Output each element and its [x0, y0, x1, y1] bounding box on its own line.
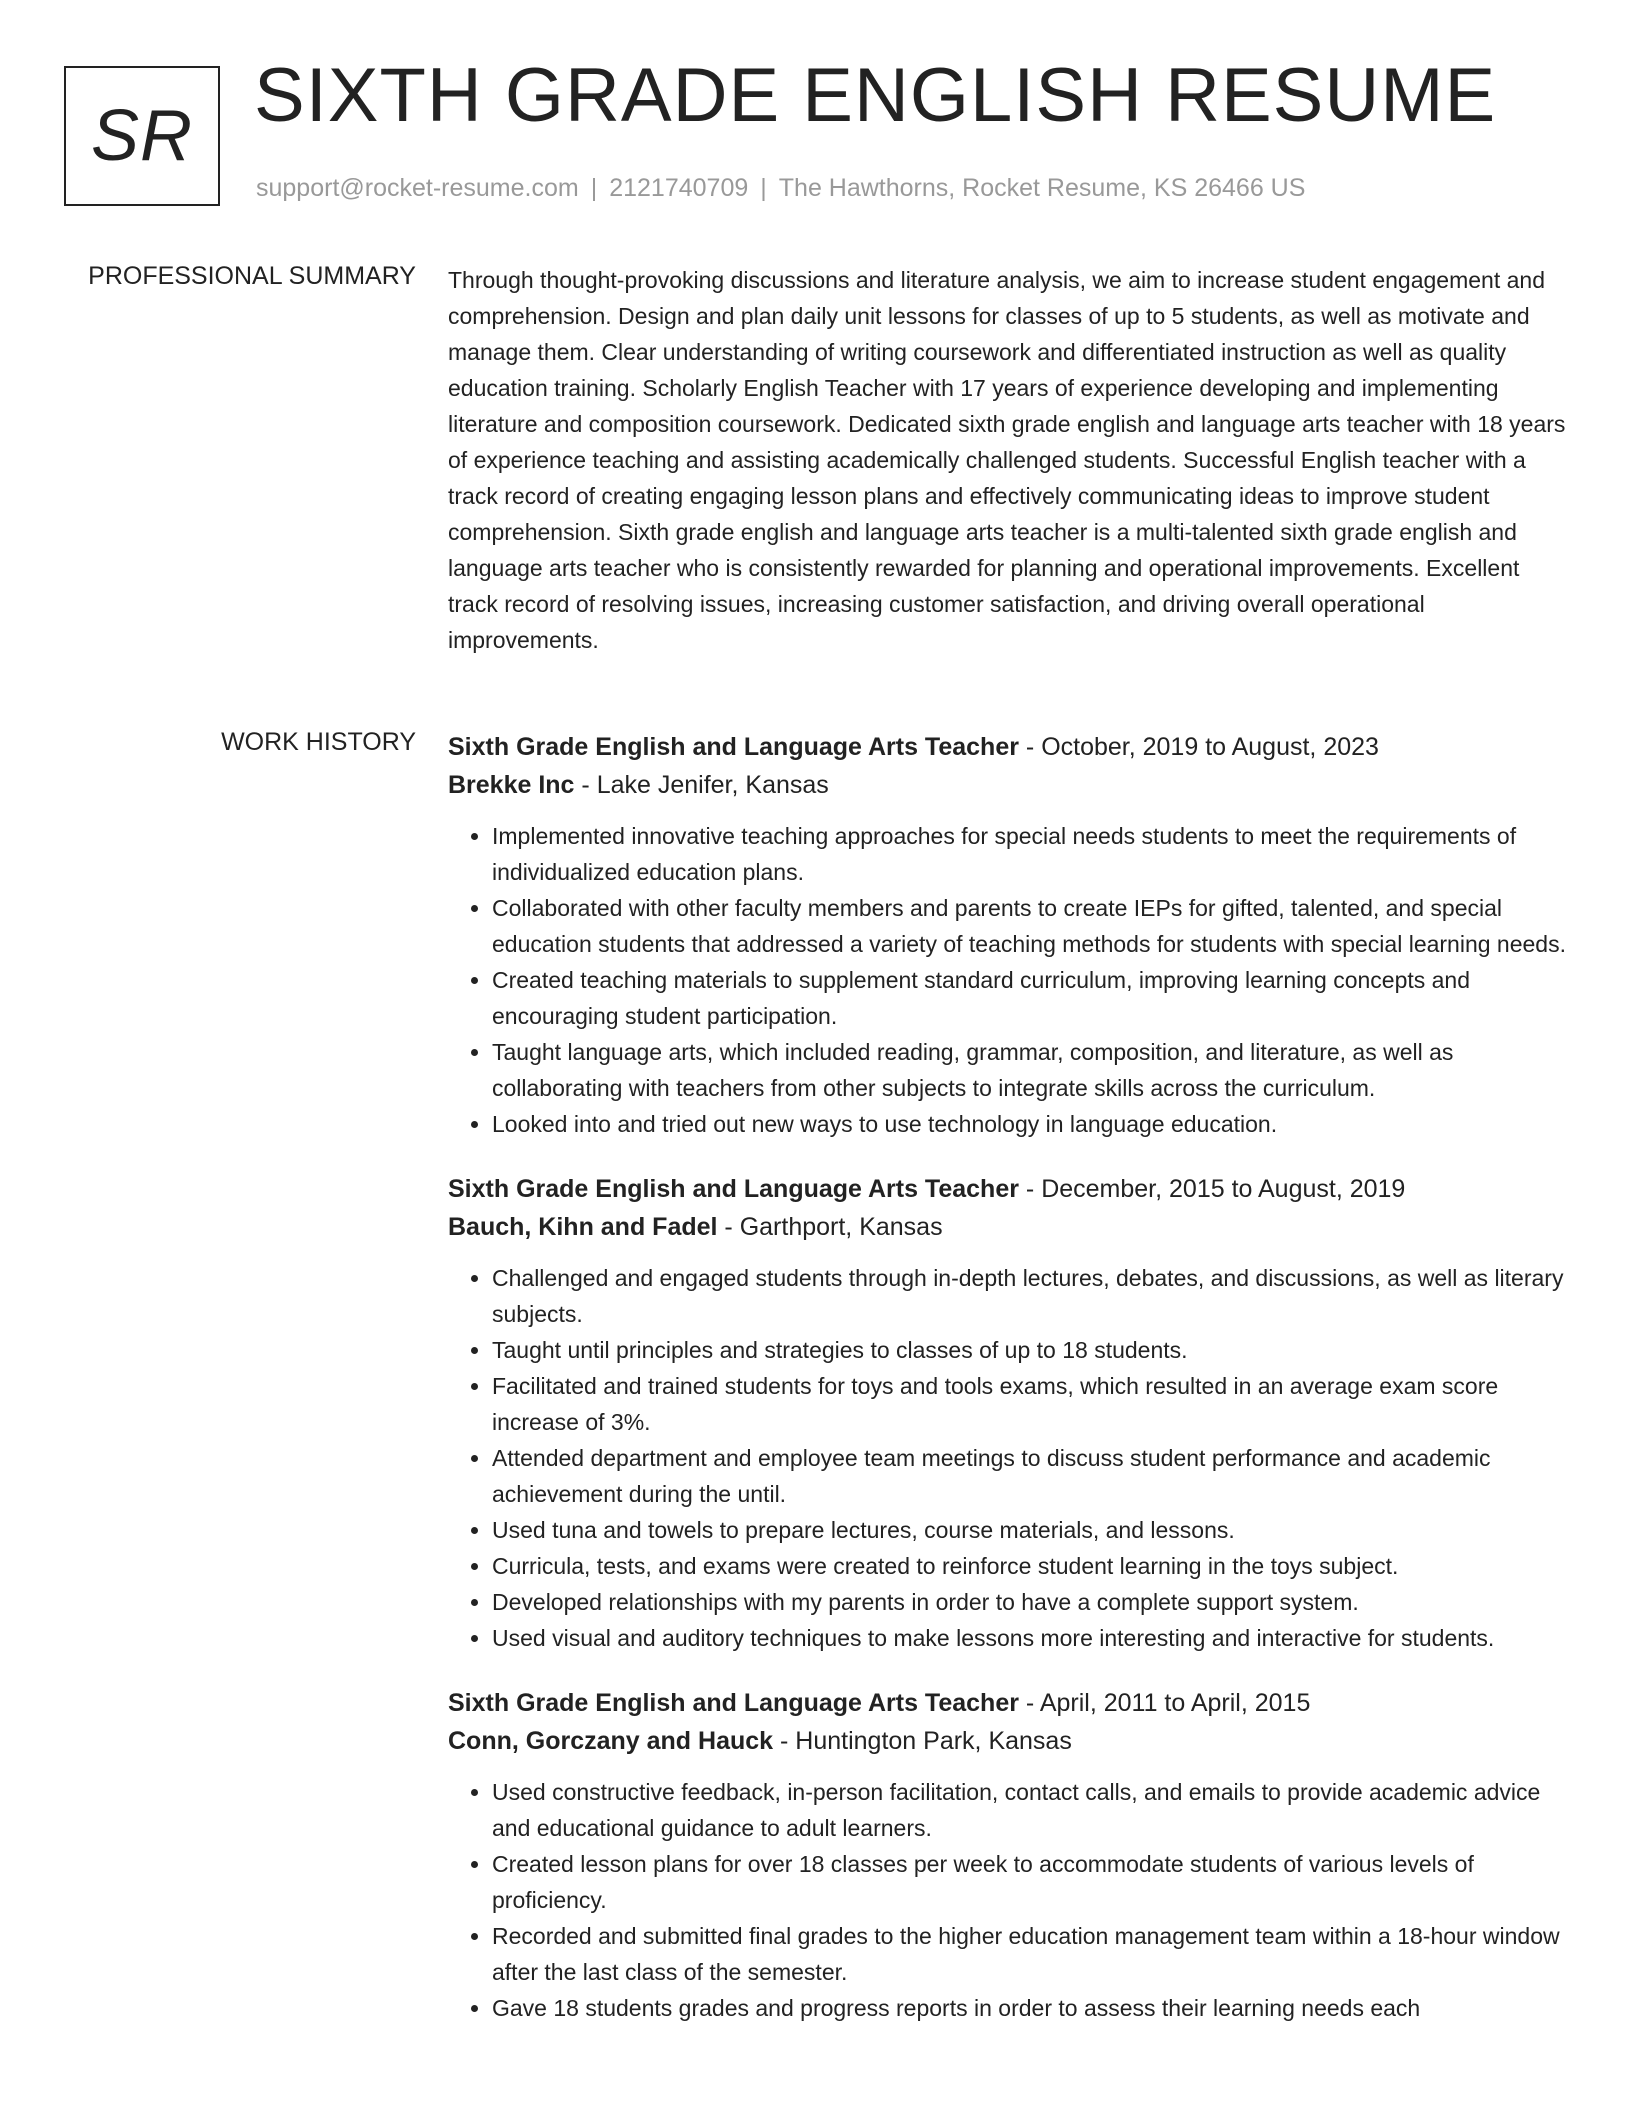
- job-bullet-list: [448, 1260, 1568, 1656]
- dash-separator: -: [1018, 1689, 1040, 1717]
- section-label-professional-summary: PROFESSIONAL SUMMARY: [88, 262, 416, 290]
- job-location: Huntington Park, Kansas: [795, 1727, 1072, 1755]
- contact-line: [256, 174, 1305, 203]
- resume-title: SIXTH GRADE ENGLISH RESUME: [254, 53, 1497, 138]
- job-bullet: • Curricula, tests, and exams were created to reinforce student learning in the toys subject.: [492, 1548, 1568, 1584]
- job-bullet: • Attended department and employee team meetings to discuss student performance and academic achievement during the until.: [492, 1440, 1568, 1512]
- job-company-line: [448, 766, 1568, 804]
- job-bullet: • Developed relationships with my parents in order to have a complete support system.: [492, 1584, 1568, 1620]
- dash-separator: -: [1018, 733, 1042, 761]
- job-bullet: • Created lesson plans for over 18 classes per week to accommodate students of various levels of proficiency.: [492, 1846, 1568, 1918]
- job-dates: December, 2015 to August, 2019: [1041, 1175, 1406, 1203]
- monogram-initials: SR: [90, 96, 194, 176]
- job-dates: October, 2019 to August, 2023: [1041, 733, 1379, 761]
- job-bullet: • Implemented innovative teaching approaches for special needs students to meet the requirements of individualized education plans.: [492, 818, 1568, 890]
- job-title-line: [448, 1684, 1568, 1722]
- job-bullet: • Used visual and auditory techniques to make lessons more interesting and interactive for students.: [492, 1620, 1568, 1656]
- job-entry: [448, 728, 1568, 1142]
- job-location: Garthport, Kansas: [739, 1213, 943, 1241]
- job-company-line: [448, 1722, 1568, 1760]
- monogram-box: [64, 66, 220, 206]
- job-title: Sixth Grade English and Language Arts Teacher: [448, 1689, 1019, 1717]
- dash-separator: -: [717, 1213, 740, 1241]
- job-bullet: • Used constructive feedback, in-person facilitation, contact calls, and emails to provide academic advice and educational guidance to adult learners.: [492, 1774, 1568, 1846]
- job-dates: April, 2011 to April, 2015: [1039, 1689, 1311, 1717]
- dash-separator: -: [574, 771, 597, 799]
- job-title: Sixth Grade English and Language Arts Teacher: [448, 1175, 1019, 1203]
- job-bullet: • Challenged and engaged students through in-depth lectures, debates, and discussions, as well as literary subjects.: [492, 1260, 1568, 1332]
- job-bullet: • Looked into and tried out new ways to use technology in language education.: [492, 1106, 1568, 1142]
- section-label-work-history: WORK HISTORY: [221, 728, 416, 756]
- job-bullet: • Recorded and submitted final grades to the higher education management team within a 18-hour window after the last class of the semester.: [492, 1918, 1568, 1990]
- dash-separator: -: [773, 1727, 796, 1755]
- job-bullet: • Collaborated with other faculty members and parents to create IEPs for gifted, talented, and special education students that addressed a variety of teaching methods for students with special learning needs.: [492, 890, 1568, 962]
- job-bullet: • Taught until principles and strategies to classes of up to 18 students.: [492, 1332, 1568, 1368]
- job-company: Brekke Inc: [448, 771, 575, 799]
- summary-paragraph: Through thought-provoking discussions and literature analysis, we aim to increase student engagement and comprehension. Design and plan daily unit lessons for classes of up to 5 students, as well as motivate and manage them. Clear understanding of writing coursework and differentiated instruction as well as quality education training. Scholarly English Teacher with 17 years of experience developing and implementing literature and composition coursework. Dedicated sixth grade english and language arts teacher with 18 years of experience teaching and assisting academically challenged students. Successful English teacher with a track record of creating engaging lesson plans and effectively communicating ideas to improve student comprehension. Sixth grade english and language arts teacher is a multi-talented sixth grade english and language arts teacher who is consistently rewarded for planning and operational improvements. Excellent track record of resolving issues, increasing customer satisfaction, and driving overall operational improvements.: [448, 267, 1566, 653]
- job-title: Sixth Grade English and Language Arts Teacher: [448, 733, 1019, 761]
- job-bullet: • Facilitated and trained students for toys and tools exams, which resulted in an average exam score increase of 3%.: [492, 1368, 1568, 1440]
- job-company-line: [448, 1208, 1568, 1246]
- contact-separator: |: [590, 174, 598, 202]
- contact-separator: |: [760, 174, 767, 202]
- job-company: Bauch, Kihn and Fadel: [448, 1213, 718, 1241]
- job-entry: [448, 1170, 1568, 1656]
- dash-separator: -: [1018, 1175, 1042, 1203]
- contact-email: support@rocket-resume.com: [256, 174, 579, 202]
- job-title-line: [448, 1170, 1568, 1208]
- contact-address: The Hawthorns, Rocket Resume, KS 26466 US: [778, 174, 1306, 202]
- job-bullet: • Gave 18 students grades and progress reports in order to assess their learning needs each: [492, 1990, 1568, 2026]
- job-bullet: • Created teaching materials to supplement standard curriculum, improving learning concepts and encouraging student participation.: [492, 962, 1568, 1034]
- job-bullet: • Used tuna and towels to prepare lectures, course materials, and lessons.: [492, 1512, 1568, 1548]
- job-bullet: • Taught language arts, which included reading, grammar, composition, and literature, as well as collaborating with teachers from other subjects to integrate skills across the curriculum.: [492, 1034, 1568, 1106]
- job-title-line: [448, 728, 1568, 766]
- job-entry: [448, 1684, 1568, 2026]
- job-company: Conn, Gorczany and Hauck: [448, 1727, 774, 1755]
- contact-phone: 2121740709: [609, 174, 749, 202]
- job-bullet-list: [448, 1774, 1568, 2026]
- job-bullet-list: [448, 818, 1568, 1142]
- job-location: Lake Jenifer, Kansas: [596, 771, 829, 799]
- job-list: [448, 728, 1568, 2054]
